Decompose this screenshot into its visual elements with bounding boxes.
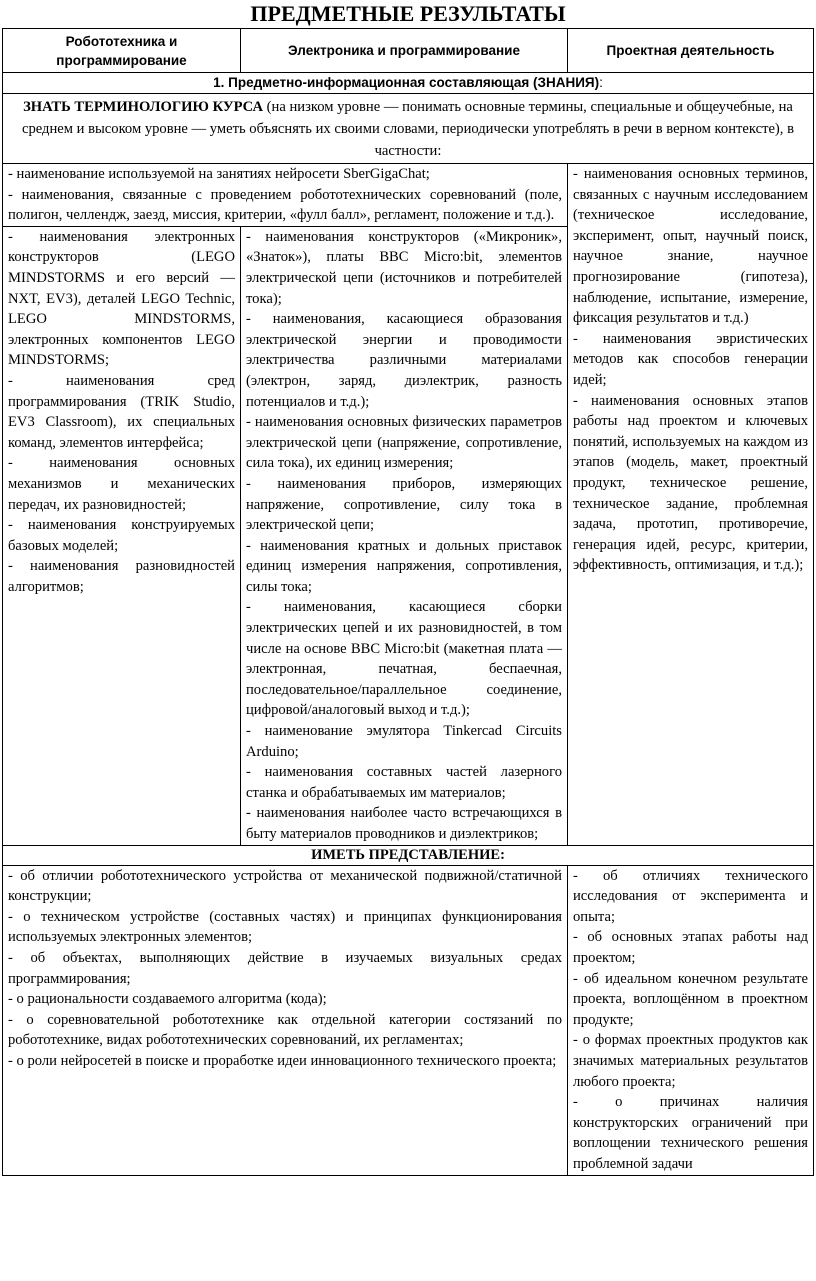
represent-project-cell [568, 865, 814, 1175]
list-item: - наименования основных терминов, связанных с научным исследованием (техническое исследование, эксперимент, опыт, научный поиск, научное знание, научное прогнозирование (гипотеза), наблюдение, испытание, измерение, фиксация результатов и т.д.) [573, 166, 808, 327]
know-heading: ЗНАТЬ ТЕРМИНОЛОГИЮ КУРСА [23, 99, 264, 115]
list-item: - о соревновательной робототехнике как отдельной категории состязаний по робототехнике, видах робототехнических соревнований, их регламентах; [8, 1011, 562, 1049]
list-item: - наименования приборов, измеряющих напряжение, сопротивление, силу тока в электрической цепи; [246, 475, 562, 534]
know-intro-row [3, 94, 814, 164]
list-item: - наименования, касающиеся сборки электрических цепей и их разновидностей, в том числе на основе BBC Micro:bit (макетная плата — электронная, печатная, беспаечная, последовательное/параллельное соединение, цифровой/аналоговый выход и т.д.); [246, 599, 562, 719]
know-shared-row [3, 164, 814, 227]
section-title-colon: : [599, 75, 603, 90]
list-item: - наименования составных частей лазерного станка и обрабатываемых им материалов; [246, 764, 562, 801]
list-item: - наименования, касающиеся образования электрической энергии и проводимости электричества различными материалами (электрон, заряд, диэлектрик, разность потенциалов и т.д.); [246, 311, 562, 410]
list-item: - наименования разновидностей алгоритмов; [8, 558, 235, 595]
list-item: - наименования основных механизмов и механических передач, их разновидностей; [8, 455, 235, 513]
column-header-project: Проектная деятельность [568, 29, 814, 73]
know-shared-cell [3, 164, 568, 227]
column-header-electronics: Электроника и программирование [241, 29, 568, 73]
list-item: - о формах проектных продуктов как значимых материальных результатов любого проекта; [573, 1032, 808, 1090]
section-title-text: 1. Предметно-информационная составляющая (ЗНАНИЯ) [213, 75, 600, 90]
list-item: - наименования основных физических параметров электрической цепи (напряжение, сопротивление, сила тока), их единиц измерения; [246, 414, 562, 472]
represent-heading: ИМЕТЬ ПРЕДСТАВЛЕНИЕ: [3, 845, 814, 865]
represent-row [3, 865, 814, 1175]
list-item: - об отличиях технического исследования от эксперимента и опыта; [573, 867, 808, 925]
represent-shared-cell [3, 865, 568, 1175]
list-item: - наименование используемой на занятиях нейросети SberGigaChat; [8, 166, 430, 182]
list-item: - об основных этапах работы над проектом; [573, 929, 808, 966]
table-header-row [3, 29, 814, 73]
list-item: - о причинах наличия конструкторских ограничений при воплощении технического решения проблемной задачи [573, 1094, 808, 1172]
list-item: - наименования эвристических методов как способов генерации идей; [573, 330, 808, 388]
list-item: - об идеальном конечном результате проекта, воплощённом в проектном продукте; [573, 970, 808, 1028]
list-item: - наименование эмулятора Tinkercad Circuits Arduino; [246, 723, 562, 760]
list-item: - наименования, связанные с проведением робототехнических соревнований (поле, полигон, челлендж, заезд, миссия, критерии, «фулл балл», регламент, положение и т.д.). [8, 186, 562, 224]
list-item: - наименования основных этапов работы над проектом и ключевых понятий, используемых на каждом из этапов (модель, макет, проектный продукт, техническое решение, техническое задание, проблемная задача, прототип, противоречие, генерация идей, ресурс, критерии, эффективность, оптимизация, и т.д.); [573, 392, 808, 574]
list-item: - наименования электронных конструкторов (LEGO MINDSTORMS и его версий — NXT, EV3), деталей LEGO Technic, LEGO MINDSTORMS, электронных компонентов LEGO MINDSTORMS; [8, 228, 235, 369]
list-item: - наименования конструируемых базовых моделей; [8, 517, 235, 554]
list-item: - о техническом устройстве (составных частях) и принципах функционирования используемых электронных элементов; [8, 908, 562, 946]
list-item: - о роли нейросетей в поиске и проработке идеи инновационного технического проекта; [8, 1052, 557, 1069]
results-table [2, 28, 814, 1176]
represent-heading-row [3, 845, 814, 865]
know-project-cell [568, 164, 814, 846]
list-item: - об объектах, выполняющих действие в изучаемых визуальных средах программирования; [8, 949, 562, 987]
list-item: - наименования конструкторов («Микроник», «Знаток»), платы BBC Micro:bit, элементов электрической цепи (источников и потребителей тока); [246, 228, 562, 307]
page-title: ПРЕДМЕТНЫЕ РЕЗУЛЬТАТЫ [250, 1, 566, 26]
section-title [3, 73, 814, 94]
know-robotics-cell [3, 226, 241, 845]
know-intro [3, 94, 814, 164]
know-electronics-cell [241, 226, 568, 845]
list-item: - об отличии робототехнического устройства от механической подвижной/статичной конструкции; [8, 867, 562, 905]
list-item: - наименования сред программирования (TRIK Studio, EV3 Classroom), их специальных команд, элементов интерфейса; [8, 372, 235, 451]
know-intro-text: (на низком уровне — понимать основные термины, специальные и общеучебные, на среднем и высоком уровне — уметь объяснять их своими словами, периодически употреблять в речи в верном контексте), в частности: [22, 99, 794, 159]
list-item: - наименования наиболее часто встречающихся в быту материалов проводников и диэлектриков; [246, 805, 562, 842]
list-item: - о рациональности создаваемого алгоритма (кода); [8, 991, 327, 1008]
column-header-robotics: Робототехника и программирование [3, 29, 241, 73]
section-title-row [3, 73, 814, 94]
list-item: - наименования кратных и дольных приставок единиц измерения напряжения, сопротивления, силы тока; [246, 537, 562, 595]
